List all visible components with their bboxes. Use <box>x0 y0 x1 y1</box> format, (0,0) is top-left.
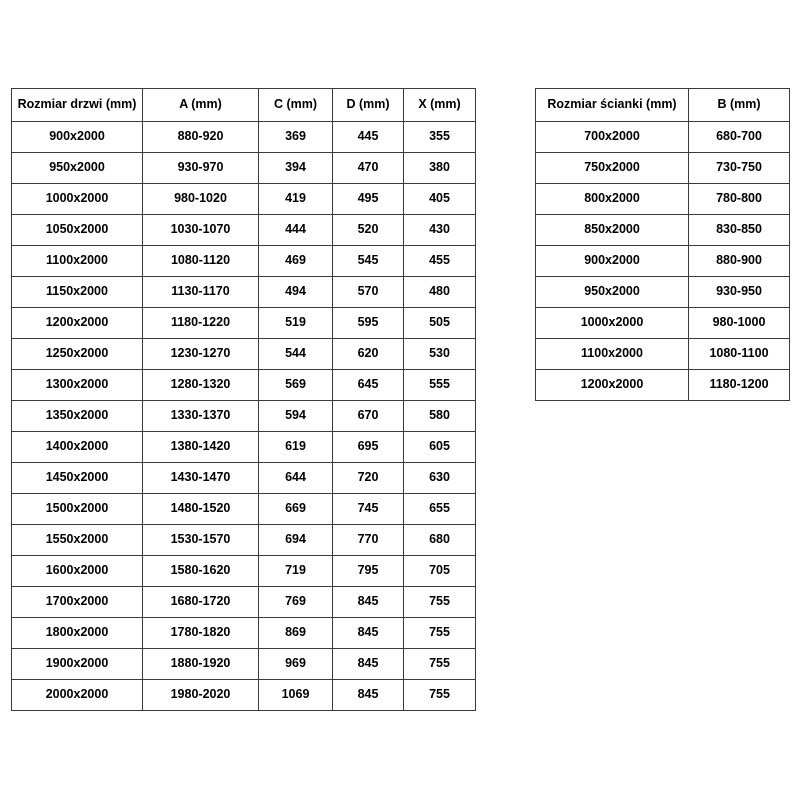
wall_table-cell: 730-750 <box>689 153 790 184</box>
doors_table-cell: 430 <box>404 215 476 246</box>
doors_table-cell: 1100x2000 <box>12 246 143 277</box>
doors_table-cell: 580 <box>404 401 476 432</box>
doors_table-cell: 405 <box>404 184 476 215</box>
wall_table-cell: 980-1000 <box>689 308 790 339</box>
doors_table-cell: 569 <box>259 370 333 401</box>
doors_table-cell: 545 <box>333 246 404 277</box>
doors_table-cell: 1680-1720 <box>143 587 259 618</box>
doors_table-cell: 605 <box>404 432 476 463</box>
doors_table-cell: 1080-1120 <box>143 246 259 277</box>
doors_table-cell: 745 <box>333 494 404 525</box>
doors_table-cell: 1200x2000 <box>12 308 143 339</box>
doors_table-cell: 980-1020 <box>143 184 259 215</box>
doors_table-cell: 1800x2000 <box>12 618 143 649</box>
table-row <box>12 246 476 277</box>
doors_table-cell: 1380-1420 <box>143 432 259 463</box>
column-header-b: B (mm) <box>689 89 790 122</box>
doors_table-cell: 669 <box>259 494 333 525</box>
doors_table-cell: 1280-1320 <box>143 370 259 401</box>
doors_table-cell: 369 <box>259 122 333 153</box>
wall_table-cell: 780-800 <box>689 184 790 215</box>
column-header-a: A (mm) <box>143 89 259 122</box>
doors_table-cell: 950x2000 <box>12 153 143 184</box>
column-header-d: D (mm) <box>333 89 404 122</box>
table-row <box>12 494 476 525</box>
doors_table-cell: 494 <box>259 277 333 308</box>
table-row <box>12 618 476 649</box>
doors_table-cell: 1030-1070 <box>143 215 259 246</box>
doors_table-cell: 845 <box>333 618 404 649</box>
table-row <box>12 556 476 587</box>
wall_table-cell: 880-900 <box>689 246 790 277</box>
table-row <box>12 308 476 339</box>
doors_table-cell: 1250x2000 <box>12 339 143 370</box>
doors_table-cell: 530 <box>404 339 476 370</box>
doors_table-cell: 394 <box>259 153 333 184</box>
doors_table-cell: 670 <box>333 401 404 432</box>
wall_table-cell: 1000x2000 <box>536 308 689 339</box>
doors_table-cell: 1150x2000 <box>12 277 143 308</box>
table-row <box>12 122 476 153</box>
column-header-wall-size: Rozmiar ścianki (mm) <box>536 89 689 122</box>
wall_table-cell: 800x2000 <box>536 184 689 215</box>
doors_table-cell: 795 <box>333 556 404 587</box>
doors_table-cell: 505 <box>404 308 476 339</box>
table-row <box>536 339 790 370</box>
table-row <box>536 153 790 184</box>
table-row <box>12 525 476 556</box>
doors_table-cell: 380 <box>404 153 476 184</box>
doors_table-cell: 1000x2000 <box>12 184 143 215</box>
doors_table-cell: 755 <box>404 587 476 618</box>
doors_table-cell: 694 <box>259 525 333 556</box>
doors_table-cell: 719 <box>259 556 333 587</box>
wall_table-cell: 1180-1200 <box>689 370 790 401</box>
doors_table-cell: 419 <box>259 184 333 215</box>
doors_table-cell: 1430-1470 <box>143 463 259 494</box>
doors_table-cell: 444 <box>259 215 333 246</box>
doors_table-cell: 755 <box>404 649 476 680</box>
wall_table-cell: 1080-1100 <box>689 339 790 370</box>
table-row <box>536 184 790 215</box>
table-header-row <box>536 89 790 122</box>
doors_table-cell: 1900x2000 <box>12 649 143 680</box>
doors_table-cell: 445 <box>333 122 404 153</box>
table-row <box>12 339 476 370</box>
doors_table-cell: 1780-1820 <box>143 618 259 649</box>
doors_table-cell: 594 <box>259 401 333 432</box>
table-row <box>12 680 476 711</box>
table-row <box>12 277 476 308</box>
table-header-row <box>12 89 476 122</box>
table-row <box>12 649 476 680</box>
wall-dimensions-table <box>535 88 790 401</box>
doors_table-cell: 455 <box>404 246 476 277</box>
doors_table-cell: 880-920 <box>143 122 259 153</box>
doors_table-cell: 930-970 <box>143 153 259 184</box>
table-row <box>12 432 476 463</box>
wall_table-cell: 700x2000 <box>536 122 689 153</box>
doors_table-cell: 2000x2000 <box>12 680 143 711</box>
doors_table-cell: 1350x2000 <box>12 401 143 432</box>
doors_table-cell: 620 <box>333 339 404 370</box>
doors_table-cell: 544 <box>259 339 333 370</box>
wall_table-cell: 830-850 <box>689 215 790 246</box>
doors_table-cell: 769 <box>259 587 333 618</box>
doors_table-cell: 645 <box>333 370 404 401</box>
doors_table-cell: 1550x2000 <box>12 525 143 556</box>
doors_table-cell: 1330-1370 <box>143 401 259 432</box>
doors_table-cell: 1580-1620 <box>143 556 259 587</box>
doors-dimensions-table <box>11 88 476 711</box>
doors_table-cell: 644 <box>259 463 333 494</box>
doors_table-cell: 845 <box>333 587 404 618</box>
doors_table-cell: 1480-1520 <box>143 494 259 525</box>
table-row <box>12 370 476 401</box>
doors_table-cell: 470 <box>333 153 404 184</box>
wall_table-cell: 680-700 <box>689 122 790 153</box>
doors_table-cell: 630 <box>404 463 476 494</box>
doors_table-cell: 845 <box>333 680 404 711</box>
table-row <box>536 370 790 401</box>
doors_table-cell: 770 <box>333 525 404 556</box>
doors_table-cell: 619 <box>259 432 333 463</box>
doors_table-cell: 695 <box>333 432 404 463</box>
doors_table-cell: 900x2000 <box>12 122 143 153</box>
doors_table-cell: 1450x2000 <box>12 463 143 494</box>
table-row <box>536 277 790 308</box>
table-row <box>536 122 790 153</box>
doors_table-cell: 655 <box>404 494 476 525</box>
table-row <box>12 184 476 215</box>
table-row <box>12 153 476 184</box>
doors_table-cell: 869 <box>259 618 333 649</box>
doors_table-cell: 1600x2000 <box>12 556 143 587</box>
wall_table-cell: 900x2000 <box>536 246 689 277</box>
doors_table-cell: 1880-1920 <box>143 649 259 680</box>
doors_table-cell: 1300x2000 <box>12 370 143 401</box>
doors_table-cell: 355 <box>404 122 476 153</box>
doors_table-cell: 969 <box>259 649 333 680</box>
doors_table-cell: 555 <box>404 370 476 401</box>
doors_table-cell: 755 <box>404 680 476 711</box>
table-row <box>536 308 790 339</box>
doors_table-cell: 1980-2020 <box>143 680 259 711</box>
doors_table-cell: 1530-1570 <box>143 525 259 556</box>
table-row <box>536 246 790 277</box>
column-header-c: C (mm) <box>259 89 333 122</box>
doors_table-cell: 705 <box>404 556 476 587</box>
doors_table-cell: 1500x2000 <box>12 494 143 525</box>
doors_table-cell: 469 <box>259 246 333 277</box>
doors_table-cell: 720 <box>333 463 404 494</box>
column-header-door-size: Rozmiar drzwi (mm) <box>12 89 143 122</box>
doors_table-cell: 1400x2000 <box>12 432 143 463</box>
wall_table-cell: 930-950 <box>689 277 790 308</box>
doors_table-cell: 755 <box>404 618 476 649</box>
wall_table-cell: 1100x2000 <box>536 339 689 370</box>
doors_table-cell: 1050x2000 <box>12 215 143 246</box>
doors_table-cell: 1069 <box>259 680 333 711</box>
wall_table-cell: 850x2000 <box>536 215 689 246</box>
wall_table-cell: 1200x2000 <box>536 370 689 401</box>
doors_table-cell: 845 <box>333 649 404 680</box>
wall_table-cell: 750x2000 <box>536 153 689 184</box>
doors_table-cell: 570 <box>333 277 404 308</box>
doors_table-cell: 520 <box>333 215 404 246</box>
doors_table-cell: 480 <box>404 277 476 308</box>
table-row <box>536 215 790 246</box>
table-row <box>12 587 476 618</box>
table-row <box>12 401 476 432</box>
doors_table-cell: 1130-1170 <box>143 277 259 308</box>
doors_table-cell: 1700x2000 <box>12 587 143 618</box>
doors_table-cell: 595 <box>333 308 404 339</box>
doors_table-cell: 1230-1270 <box>143 339 259 370</box>
doors_table-cell: 519 <box>259 308 333 339</box>
table-row <box>12 463 476 494</box>
doors_table-cell: 495 <box>333 184 404 215</box>
column-header-x: X (mm) <box>404 89 476 122</box>
table-row <box>12 215 476 246</box>
wall_table-cell: 950x2000 <box>536 277 689 308</box>
doors_table-cell: 680 <box>404 525 476 556</box>
doors_table-cell: 1180-1220 <box>143 308 259 339</box>
